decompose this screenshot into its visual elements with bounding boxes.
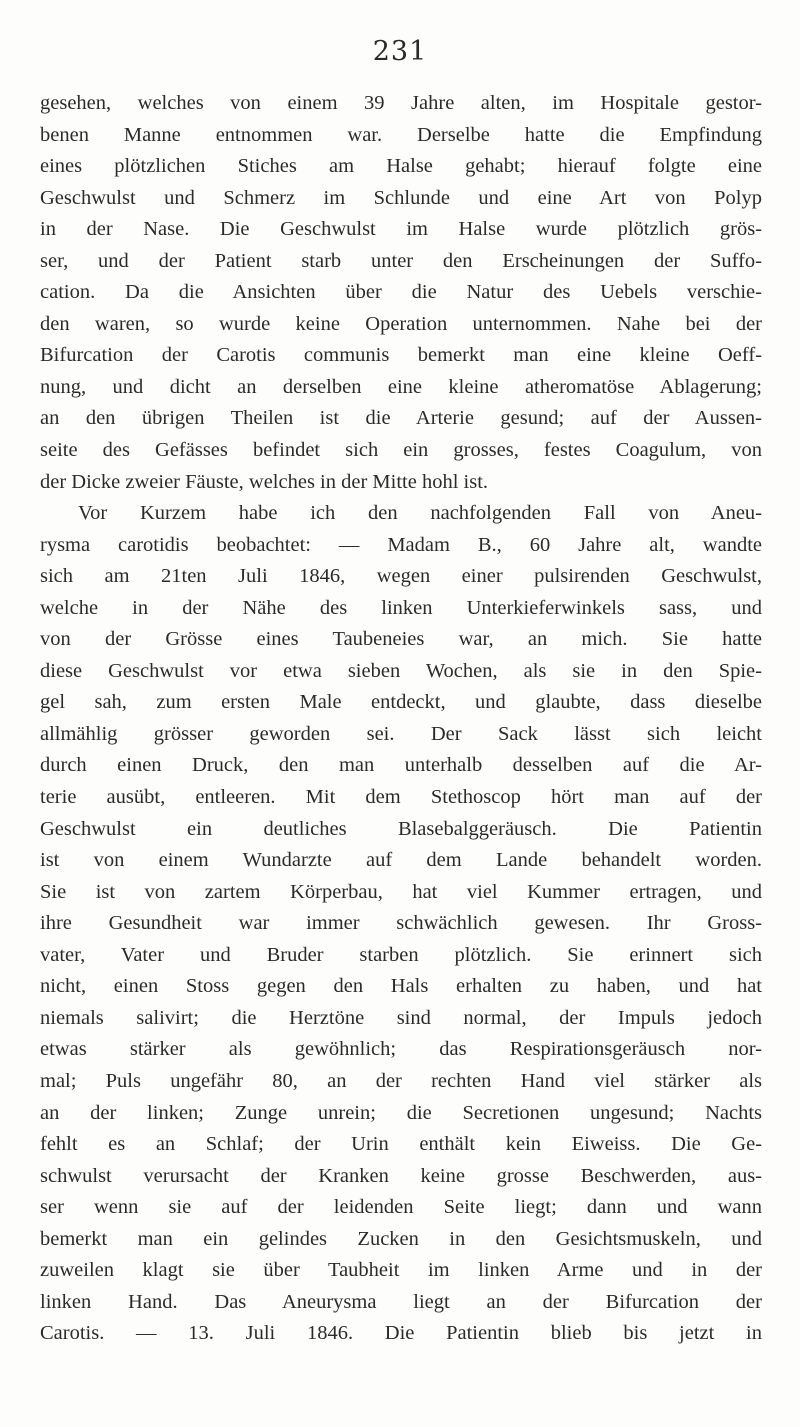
text-line: eines plötzlichen Stiches am Halse gehabt; hierauf folgte eine (40, 155, 762, 178)
text-line: welche in der Nähe des linken Unterkieferwinkels sass, und (40, 596, 762, 619)
text-line: nung, und dicht an derselben eine kleine atheromatöse Ablagerung; (40, 375, 762, 398)
text-line: Bifurcation der Carotis communis bemerkt man eine kleine Oeff- (40, 344, 762, 367)
body-text (40, 88, 762, 1350)
text-line: sich am 21ten Juli 1846, wegen einer pulsirenden Geschwulst, (40, 565, 762, 588)
text-line: cation. Da die Ansichten über die Natur des Uebels verschie- (40, 281, 762, 304)
text-line: an der linken; Zunge unrein; die Secretionen ungesund; Nachts (40, 1101, 762, 1124)
text-line: seite des Gefässes befindet sich ein grosses, festes Coagulum, von (40, 439, 762, 462)
text-line: Carotis. — 13. Juli 1846. Die Patientin blieb bis jetzt in (40, 1322, 762, 1345)
text-line: ser, und der Patient starb unter den Erscheinungen der Suffo- (40, 249, 762, 272)
text-line: schwulst verursacht der Kranken keine grosse Beschwerden, aus- (40, 1164, 762, 1187)
page-number: 231 (372, 36, 428, 67)
text-line: ser wenn sie auf der leidenden Seite liegt; dann und wann (40, 1196, 762, 1219)
text-line: Sie ist von zartem Körperbau, hat viel Kummer ertragen, und (40, 880, 762, 903)
text-line: von der Grösse eines Taubeneies war, an mich. Sie hatte (40, 628, 762, 651)
text-line: niemals salivirt; die Herztöne sind normal, der Impuls jedoch (40, 1006, 762, 1029)
text-line: Geschwulst ein deutliches Blasebalggeräusch. Die Patientin (40, 817, 762, 840)
text-line: diese Geschwulst vor etwa sieben Wochen, als sie in den Spie- (40, 659, 762, 682)
text-line: durch einen Druck, den man unterhalb desselben auf die Ar- (40, 754, 762, 777)
text-line: ihre Gesundheit war immer schwächlich gewesen. Ihr Gross- (40, 912, 762, 935)
text-line: benen Manne entnommen war. Derselbe hatte die Empfindung (40, 123, 762, 146)
text-line: vater, Vater und Bruder starben plötzlich. Sie erinnert sich (40, 943, 762, 966)
text-line: Geschwulst und Schmerz im Schlunde und eine Art von Polyp (40, 186, 762, 209)
text-line: linken Hand. Das Aneurysma liegt an der Bifurcation der (40, 1290, 762, 1313)
text-line: nicht, einen Stoss gegen den Hals erhalten zu haben, und hat (40, 975, 762, 998)
text-line: den waren, so wurde keine Operation unternommen. Nahe bei der (40, 312, 762, 335)
text-line: gesehen, welches von einem 39 Jahre alten, im Hospitale gestor- (40, 92, 762, 114)
paragraph-end-line: der Dicke zweier Fäuste, welches in der Mitte hohl ist. (40, 470, 489, 493)
text-line: terie ausübt, entleeren. Mit dem Stethoscop hört man auf der (40, 786, 762, 809)
text-line: fehlt es an Schlaf; der Urin enthält kein Eiweiss. Die Ge- (40, 1133, 762, 1156)
text-line: etwas stärker als gewöhnlich; das Respirationsgeräusch nor- (40, 1038, 762, 1061)
text-line: in der Nase. Die Geschwulst im Halse wurde plötzlich grös- (40, 218, 762, 241)
paragraph-start-line: Vor Kurzem habe ich den nachfolgenden Fall von Aneu- (78, 502, 762, 525)
text-line: mal; Puls ungefähr 80, an der rechten Hand viel stärker als (40, 1069, 762, 1092)
text-line: gel sah, zum ersten Male entdeckt, und glaubte, dass dieselbe (40, 691, 762, 714)
text-line: an den übrigen Theilen ist die Arterie gesund; auf der Aussen- (40, 407, 762, 430)
text-line: rysma carotidis beobachtet: — Madam B., 60 Jahre alt, wandte (40, 533, 762, 556)
text-line: bemerkt man ein gelindes Zucken in den Gesichtsmuskeln, und (40, 1227, 762, 1250)
text-line: ist von einem Wundarzte auf dem Lande behandelt worden. (40, 849, 762, 872)
text-line: zuweilen klagt sie über Taubheit im linken Arme und in der (40, 1259, 762, 1282)
text-line: allmählig grösser geworden sei. Der Sack lässt sich leicht (40, 722, 762, 745)
